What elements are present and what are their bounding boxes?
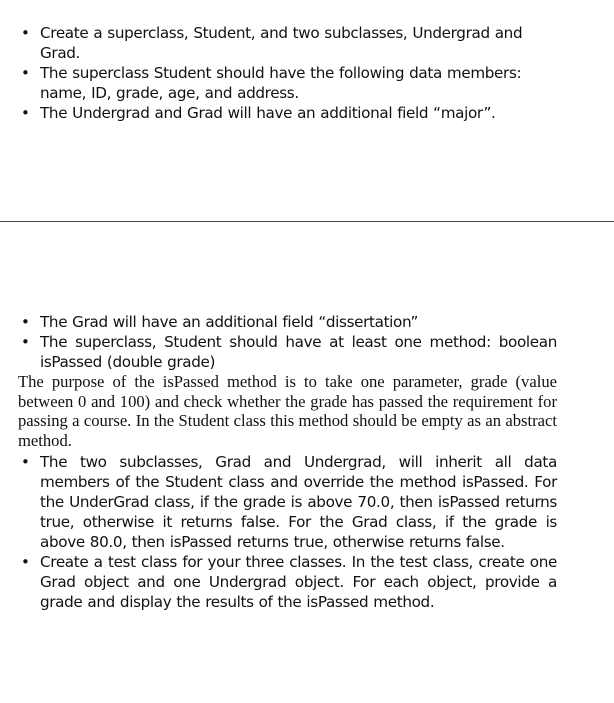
description-paragraph: The purpose of the isPassed method is to take one parameter, grade (value between 0 and 100) and check whether the grade has passed the requirement for passing a course. In the Student class this method should be empty as an abstract method. [18, 372, 557, 450]
bullet-item [0, 63, 557, 103]
slide-bottom [0, 312, 614, 612]
bullet-text: The two subclasses, Grad and Undergrad, will inherit all data members of the Student class and override the method isPassed. For the UnderGrad class, if the grade is above 70.0, then isPassed returns true, otherwise it returns false. For the Grad class, if the grade is above 80.0, then isPassed returns true, otherwise returns false. [40, 453, 557, 552]
bullet-text: Create a superclass, Student, and two subclasses, Undergrad and Grad. [40, 24, 523, 62]
bullet-item [0, 23, 557, 63]
bullet-icon: • [21, 313, 30, 331]
bullet-icon: • [21, 453, 30, 472]
bullet-list-bottom-b [0, 452, 614, 612]
bullet-text: Create a test class for your three classes. In the test class, create one Grad object and one Undergrad object. For each object, provide a grade and display the results of the isPassed method. [40, 553, 557, 612]
bullet-icon: • [21, 333, 30, 351]
bullet-item [0, 452, 557, 552]
bullet-item [0, 552, 557, 612]
bullet-item [0, 312, 557, 332]
bullet-text: The superclass, Student should have at least one method: boolean isPassed (double grade) [40, 333, 557, 371]
slide-top [0, 23, 614, 123]
bullet-item [0, 332, 557, 372]
bullet-icon: • [21, 24, 30, 42]
bullet-text: The Undergrad and Grad will have an additional field “major”. [40, 104, 496, 122]
bullet-icon: • [21, 104, 30, 122]
bullet-icon: • [21, 553, 30, 572]
bullet-item [0, 103, 557, 123]
bullet-list-bottom-a [0, 312, 614, 372]
slide-divider [0, 221, 614, 222]
bullet-text: The superclass Student should have the following data members: name, ID, grade, age, and address. [40, 64, 522, 102]
bullet-icon: • [21, 64, 30, 82]
bullet-list-top [0, 23, 614, 123]
bullet-text: The Grad will have an additional field “dissertation” [40, 313, 418, 331]
